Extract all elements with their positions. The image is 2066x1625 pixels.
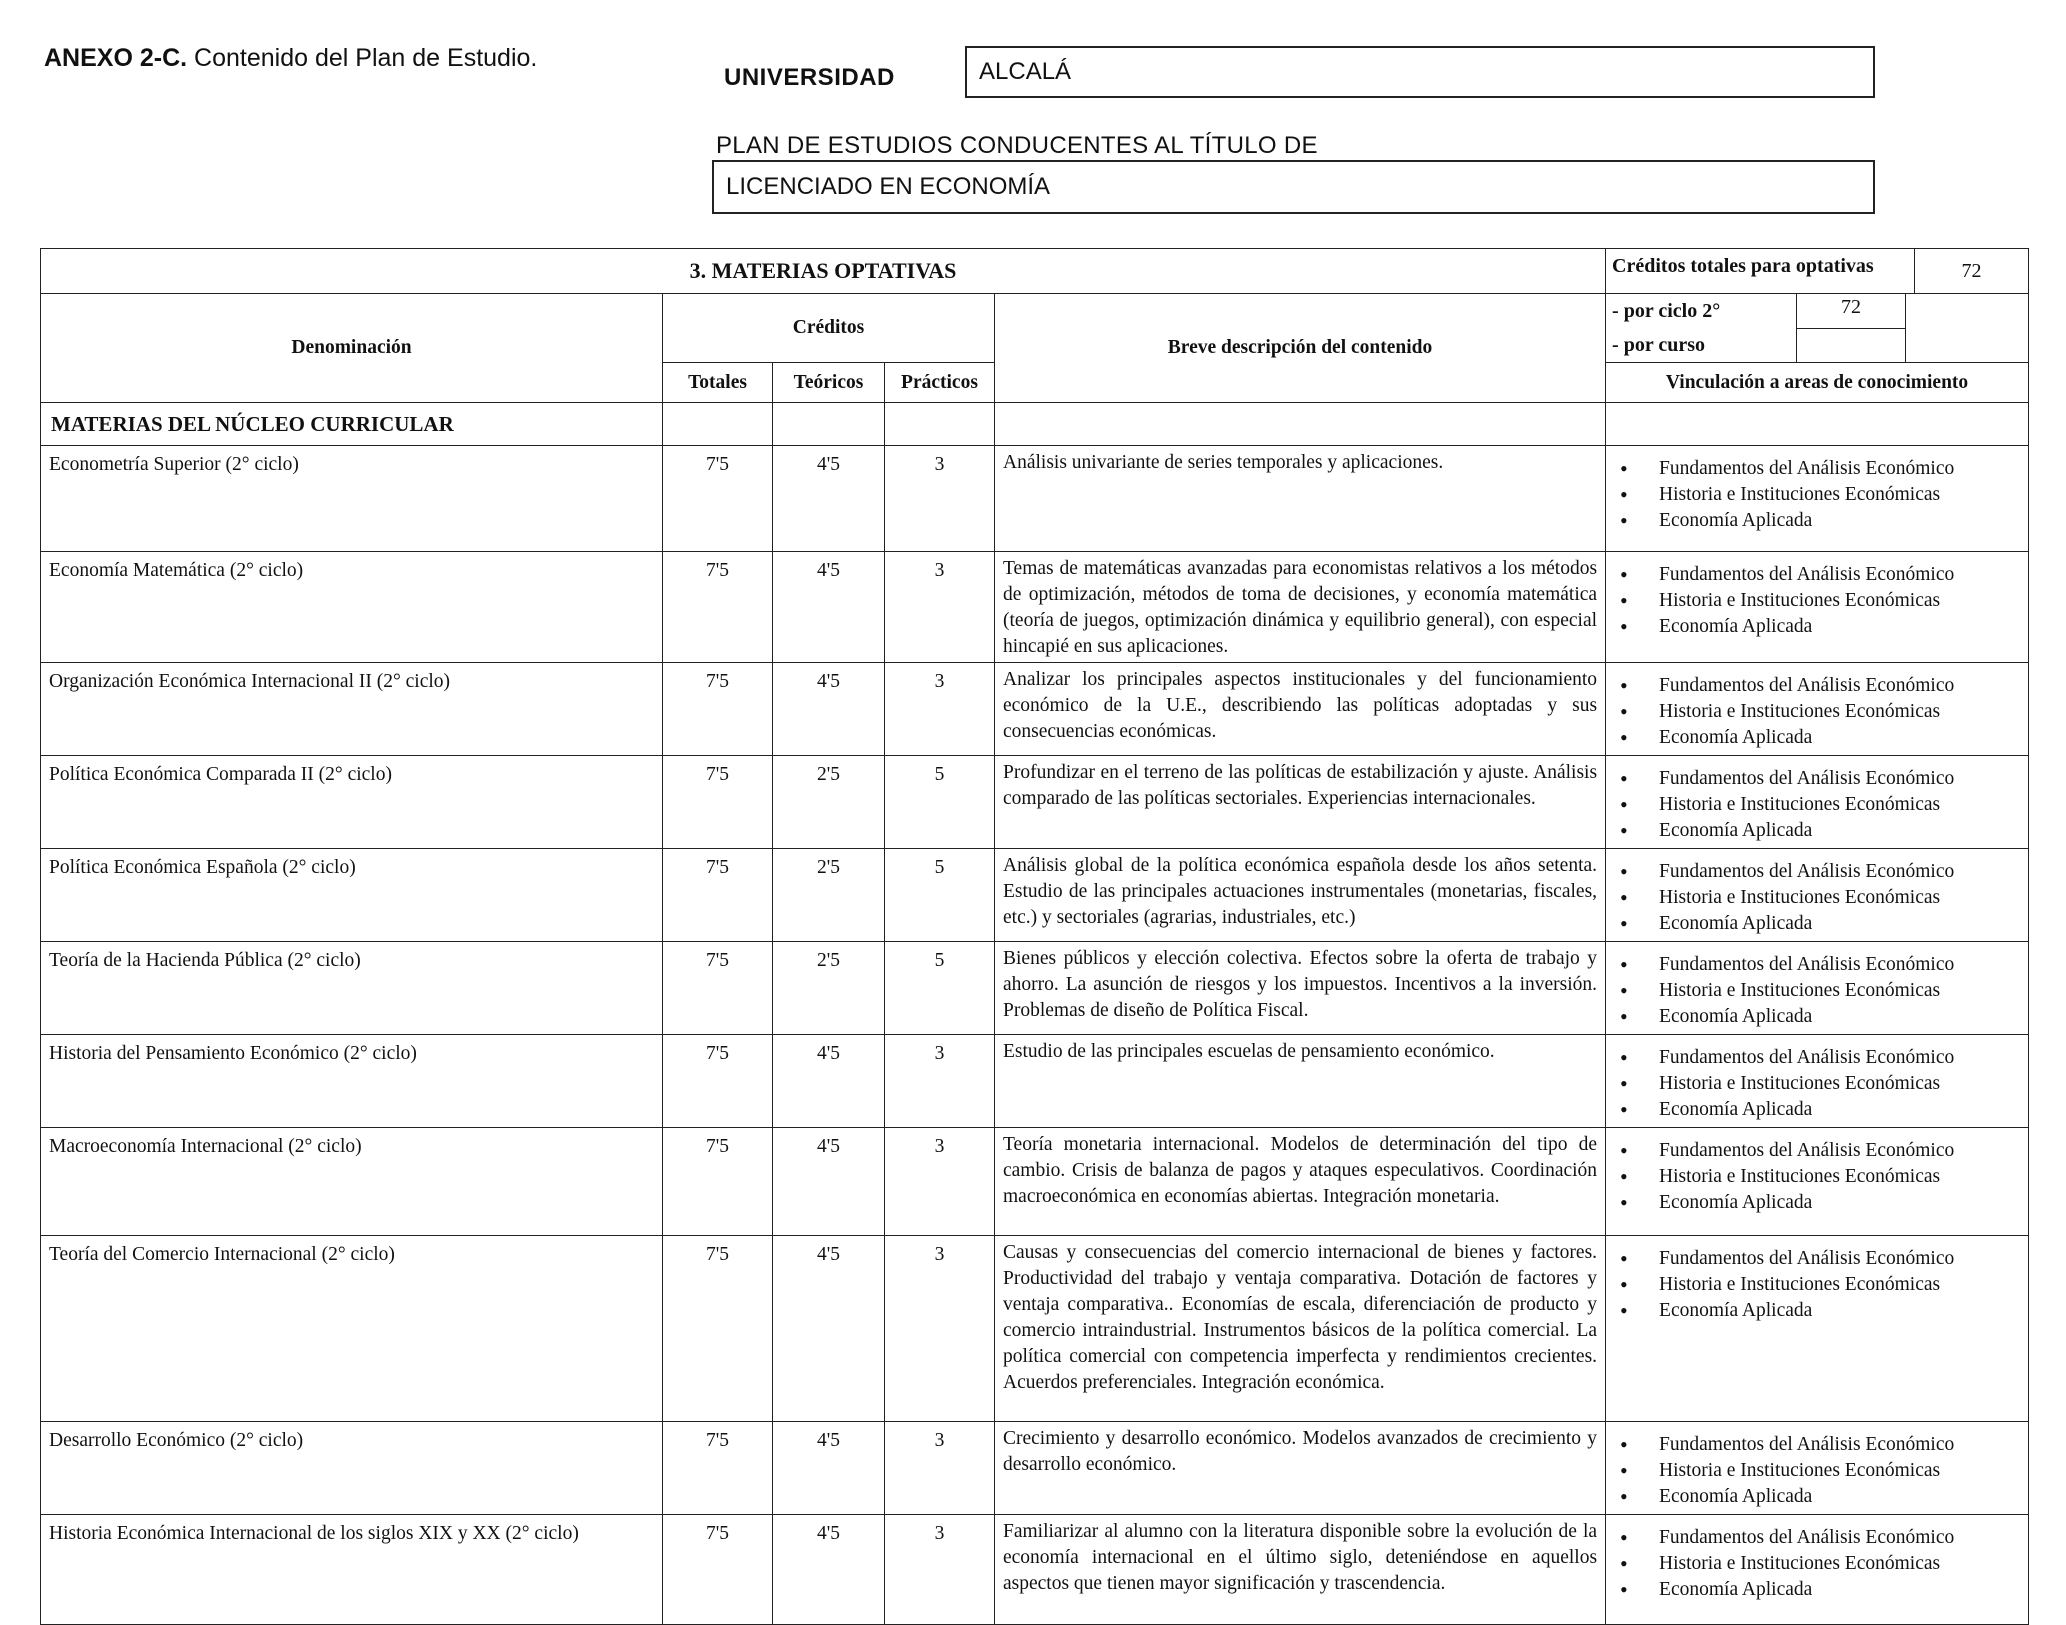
knowledge-areas xyxy=(1606,1515,2029,1625)
credits-totales: 7'5 xyxy=(663,849,773,942)
subject-description: Causas y consecuencias del comercio internacional de bienes y factores. Productividad del trabajo y ventaja comparativa. Dotación de factores y ventaja comparativa.. Economías de escala, diferenciación de producto y comercio intraindustrial. Instrumentos básicos de la política comercial. La política comercial con competencia imperfecta y rendimientos crecientes. Acuerdos preferenciales. Integración económica. xyxy=(995,1236,1606,1422)
col-descripcion: Breve descripción del contenido xyxy=(995,294,1606,403)
area-item: • Historia e Instituciones Económicas xyxy=(1614,1551,2020,1577)
area-list xyxy=(1614,562,2020,640)
area-list xyxy=(1614,766,2020,844)
area-item: • Economía Aplicada xyxy=(1614,1484,2020,1510)
area-item: • Economía Aplicada xyxy=(1614,1097,2020,1123)
knowledge-areas xyxy=(1606,1422,2029,1515)
area-item: • Historia e Instituciones Económicas xyxy=(1614,885,2020,911)
area-item: • Historia e Instituciones Económicas xyxy=(1614,588,2020,614)
credits-teoricos: 4'5 xyxy=(773,1236,885,1422)
subject-row xyxy=(41,1236,2029,1422)
total-credits-cell xyxy=(1606,249,2029,294)
knowledge-areas xyxy=(1606,1128,2029,1236)
knowledge-areas xyxy=(1606,1035,2029,1128)
col-practicos: Prácticos xyxy=(885,363,995,403)
credits-practicos: 3 xyxy=(885,1515,995,1625)
optional-subjects-table xyxy=(40,248,2029,1625)
subject-description: Análisis global de la política económica española desde los años setenta. Estudio de las principales actuaciones instrumentales (monetarias, fiscales, etc.) y sectoriales (agrarias, industriales, etc.) xyxy=(995,849,1606,942)
area-item: • Economía Aplicada xyxy=(1614,1298,2020,1324)
credits-totales: 7'5 xyxy=(663,552,773,663)
area-list xyxy=(1614,1045,2020,1123)
annex-code: ANEXO 2-C. xyxy=(44,44,188,72)
credits-teoricos: 4'5 xyxy=(773,663,885,756)
area-item: • Fundamentos del Análisis Económico xyxy=(1614,1045,2020,1071)
por-curso-label: - por curso xyxy=(1612,334,1706,356)
area-list xyxy=(1614,1138,2020,1216)
area-item: • Economía Aplicada xyxy=(1614,508,2020,534)
area-item: • Economía Aplicada xyxy=(1614,1190,2020,1216)
credits-teoricos: 2'5 xyxy=(773,849,885,942)
subject-description: Crecimiento y desarrollo económico. Modelos avanzados de crecimiento y desarrollo económico. xyxy=(995,1422,1606,1515)
credits-practicos: 5 xyxy=(885,756,995,849)
column-header-row-1 xyxy=(41,294,2029,363)
area-item: • Fundamentos del Análisis Económico xyxy=(1614,1246,2020,1272)
area-item: • Historia e Instituciones Económicas xyxy=(1614,1458,2020,1484)
credits-totales: 7'5 xyxy=(663,756,773,849)
col-vinculacion: Vinculación a areas de conocimiento xyxy=(1606,363,2029,403)
credits-totales: 7'5 xyxy=(663,942,773,1035)
plan-label: PLAN DE ESTUDIOS CONDUCENTES AL TÍTULO DE xyxy=(716,132,1318,159)
subject-description: Analizar los principales aspectos institucionales y del funcionamiento económico de la U.E., describiendo las políticas adoptadas y sus consecuencias económicas. xyxy=(995,663,1606,756)
credits-teoricos: 4'5 xyxy=(773,1035,885,1128)
subject-row xyxy=(41,1422,2029,1515)
credits-practicos: 5 xyxy=(885,942,995,1035)
area-list xyxy=(1614,1525,2020,1603)
subject-row xyxy=(41,663,2029,756)
section-title: 3. MATERIAS OPTATIVAS xyxy=(41,249,1606,294)
subject-row xyxy=(41,1128,2029,1236)
area-item: • Economía Aplicada xyxy=(1614,1577,2020,1603)
degree-field xyxy=(712,160,1875,214)
credits-teoricos: 4'5 xyxy=(773,1515,885,1625)
area-item: • Fundamentos del Análisis Económico xyxy=(1614,1525,2020,1551)
group-title: MATERIAS DEL NÚCLEO CURRICULAR xyxy=(41,403,663,446)
group-row xyxy=(41,403,2029,446)
credits-totales: 7'5 xyxy=(663,1035,773,1128)
subject-name: Organización Económica Internacional II (2° ciclo) xyxy=(41,663,663,756)
subject-description: Familiarizar al alumno con la literatura disponible sobre la evolución de la economía internacional en el último siglo, deteniéndose en aquellos aspectos que tienen mayor significación y trascendencia. xyxy=(995,1515,1606,1625)
subject-row xyxy=(41,942,2029,1035)
credits-practicos: 3 xyxy=(885,1236,995,1422)
total-credits-label: Créditos totales para optativas xyxy=(1606,249,1915,293)
knowledge-areas xyxy=(1606,663,2029,756)
subject-row xyxy=(41,446,2029,552)
subject-name: Política Económica Española (2° ciclo) xyxy=(41,849,663,942)
cycle-credits-cell xyxy=(1606,294,2029,363)
subject-name: Teoría de la Hacienda Pública (2° ciclo) xyxy=(41,942,663,1035)
por-ciclo-value: 72 xyxy=(1797,294,1906,328)
subject-description: Profundizar en el terreno de las políticas de estabilización y ajuste. Análisis comparado de las políticas sectoriales. Experiencias internacionales. xyxy=(995,756,1606,849)
area-item: • Historia e Instituciones Económicas xyxy=(1614,792,2020,818)
credits-teoricos: 4'5 xyxy=(773,1128,885,1236)
subject-description: Teoría monetaria internacional. Modelos de determinación del tipo de cambio. Crisis de balanza de pagos y ataques especulativos. Coordinación macroeconómica en economías abiertas. Integración monetaria. xyxy=(995,1128,1606,1236)
subject-description: Análisis univariante de series temporales y aplicaciones. xyxy=(995,446,1606,552)
university-value: ALCALÁ xyxy=(979,58,1072,85)
subject-name: Economía Matemática (2° ciclo) xyxy=(41,552,663,663)
area-list xyxy=(1614,673,2020,751)
credits-totales: 7'5 xyxy=(663,446,773,552)
area-item: • Fundamentos del Análisis Económico xyxy=(1614,859,2020,885)
credits-totales: 7'5 xyxy=(663,1128,773,1236)
subject-name: Desarrollo Económico (2° ciclo) xyxy=(41,1422,663,1515)
area-item: • Economía Aplicada xyxy=(1614,818,2020,844)
credits-practicos: 5 xyxy=(885,849,995,942)
area-item: • Fundamentos del Análisis Económico xyxy=(1614,766,2020,792)
annex-heading xyxy=(44,44,537,73)
credits-practicos: 3 xyxy=(885,663,995,756)
credits-practicos: 3 xyxy=(885,1128,995,1236)
subject-name: Historia Económica Internacional de los siglos XIX y XX (2° ciclo) xyxy=(41,1515,663,1625)
subject-row xyxy=(41,1035,2029,1128)
area-item: • Historia e Instituciones Económicas xyxy=(1614,978,2020,1004)
degree-value: LICENCIADO EN ECONOMÍA xyxy=(726,173,1051,200)
por-ciclo-label: - por ciclo 2° xyxy=(1612,300,1721,322)
university-label: UNIVERSIDAD xyxy=(724,64,895,91)
area-list xyxy=(1614,952,2020,1030)
credits-totales: 7'5 xyxy=(663,1236,773,1422)
area-list xyxy=(1614,859,2020,937)
knowledge-areas xyxy=(1606,552,2029,663)
col-teoricos: Teóricos xyxy=(773,363,885,403)
area-item: • Historia e Instituciones Económicas xyxy=(1614,482,2020,508)
area-item: • Historia e Instituciones Económicas xyxy=(1614,1164,2020,1190)
subject-name: Política Económica Comparada II (2° ciclo) xyxy=(41,756,663,849)
credits-teoricos: 2'5 xyxy=(773,942,885,1035)
subject-row xyxy=(41,552,2029,663)
subject-description: Estudio de las principales escuelas de pensamiento económico. xyxy=(995,1035,1606,1128)
annex-title: Contenido del Plan de Estudio. xyxy=(194,44,538,72)
subject-description: Bienes públicos y elección colectiva. Efectos sobre la oferta de trabajo y ahorro. La asunción de riesgos y los impuestos. Incentivos a la inversión. Problemas de diseño de Política Fiscal. xyxy=(995,942,1606,1035)
col-denominacion: Denominación xyxy=(41,294,663,403)
area-item: • Historia e Instituciones Económicas xyxy=(1614,699,2020,725)
section-header-row xyxy=(41,249,2029,294)
area-list xyxy=(1614,456,2020,534)
area-item: • Economía Aplicada xyxy=(1614,614,2020,640)
subject-row xyxy=(41,756,2029,849)
area-item: • Economía Aplicada xyxy=(1614,911,2020,937)
subject-row xyxy=(41,849,2029,942)
col-totales: Totales xyxy=(663,363,773,403)
area-item: • Fundamentos del Análisis Económico xyxy=(1614,1432,2020,1458)
credits-teoricos: 4'5 xyxy=(773,552,885,663)
area-item: • Economía Aplicada xyxy=(1614,725,2020,751)
subject-description: Temas de matemáticas avanzadas para economistas relativos a los métodos de optimización, métodos de toma de decisiones, y economía matemática (teoría de juegos, optimización dinámica y equilibrio general), con especial hincapié en sus aplicaciones. xyxy=(995,552,1606,663)
col-creditos: Créditos xyxy=(663,294,995,363)
knowledge-areas xyxy=(1606,942,2029,1035)
area-list xyxy=(1614,1246,2020,1324)
subject-name: Teoría del Comercio Internacional (2° ciclo) xyxy=(41,1236,663,1422)
knowledge-areas xyxy=(1606,446,2029,552)
credits-practicos: 3 xyxy=(885,552,995,663)
credits-teoricos: 4'5 xyxy=(773,446,885,552)
area-item: • Economía Aplicada xyxy=(1614,1004,2020,1030)
knowledge-areas xyxy=(1606,756,2029,849)
credits-practicos: 3 xyxy=(885,1035,995,1128)
area-list xyxy=(1614,1432,2020,1510)
area-item: • Fundamentos del Análisis Económico xyxy=(1614,456,2020,482)
area-item: • Fundamentos del Análisis Económico xyxy=(1614,673,2020,699)
area-item: • Fundamentos del Análisis Económico xyxy=(1614,562,2020,588)
area-item: • Historia e Instituciones Económicas xyxy=(1614,1071,2020,1097)
credits-teoricos: 2'5 xyxy=(773,756,885,849)
credits-totales: 7'5 xyxy=(663,663,773,756)
subject-row xyxy=(41,1515,2029,1625)
total-credits-value: 72 xyxy=(1961,260,1982,282)
credits-totales: 7'5 xyxy=(663,1422,773,1515)
credits-practicos: 3 xyxy=(885,1422,995,1515)
credits-practicos: 3 xyxy=(885,446,995,552)
knowledge-areas xyxy=(1606,1236,2029,1422)
credits-totales: 7'5 xyxy=(663,1515,773,1625)
subject-name: Historia del Pensamiento Económico (2° ciclo) xyxy=(41,1035,663,1128)
area-item: • Fundamentos del Análisis Económico xyxy=(1614,952,2020,978)
area-item: • Historia e Instituciones Económicas xyxy=(1614,1272,2020,1298)
university-field xyxy=(965,46,1875,98)
subject-name: Macroeconomía Internacional (2° ciclo) xyxy=(41,1128,663,1236)
area-item: • Fundamentos del Análisis Económico xyxy=(1614,1138,2020,1164)
subject-name: Econometría Superior (2° ciclo) xyxy=(41,446,663,552)
knowledge-areas xyxy=(1606,849,2029,942)
credits-teoricos: 4'5 xyxy=(773,1422,885,1515)
